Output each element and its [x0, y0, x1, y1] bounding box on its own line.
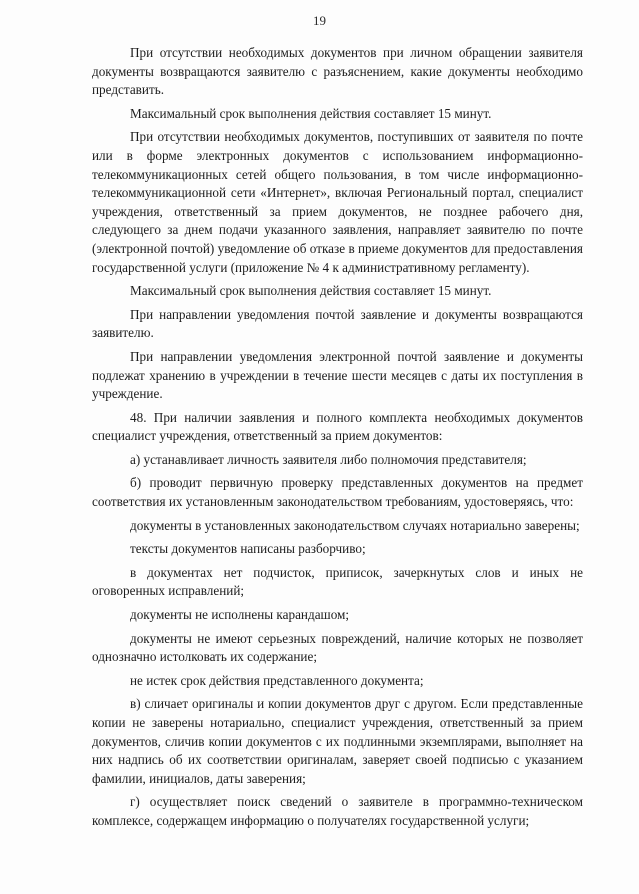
page-number: 19 [313, 13, 326, 28]
paragraph-max-time-1: Максимальный срок выполнения действия составляет 15 минут. [130, 105, 492, 121]
paragraph-item-a: а) устанавливает личность заявителя либо полномочия представителя; [130, 451, 527, 467]
paragraph-check-not-expired: не истек срок действия представленного документа; [130, 672, 424, 688]
document-body [92, 44, 583, 836]
paragraph-item-48: 48. При наличии заявления и полного комплекта необходимых документов специалист учреждения, ответственный за прием документов: [92, 409, 583, 444]
paragraph-check-no-damage: документы не имеют серьезных повреждений, наличие которых не позволяет однозначно истолковать их содержание; [92, 630, 583, 665]
paragraph-check-notarized: документы в установленных законодательством случаях нотариально заверены; [130, 517, 580, 533]
paragraph-item-v: в) сличает оригиналы и копии документов друг с другом. Если представленные копии не заверены нотариально, специалист учреждения, ответственный за прием документов, сличив копии документов с их подлинными экземплярами, выполняет на них надпись об их соответствии оригиналам, заверяет своей подписью с указанием фамилии, инициалов, даты заверения; [92, 696, 583, 786]
paragraph-max-time-2: Максимальный срок выполнения действия составляет 15 минут. [130, 283, 492, 299]
paragraph-email-notice: При направлении уведомления электронной почтой заявление и документы подлежат хранению в учреждении в течение шести месяцев с даты их поступления в учреждение. [92, 348, 583, 402]
paragraph-check-no-corrections: в документах нет подчисток, приписок, зачеркнутых слов и иных не оговоренных исправлений; [92, 564, 583, 599]
paragraph-mail-notice: При направлении уведомления почтой заявление и документы возвращаются заявителю. [92, 306, 583, 341]
paragraph-item-b: б) проводит первичную проверку представленных документов на предмет соответствия их установленным законодательством требованиям, удостоверяясь, что: [92, 475, 583, 510]
paragraph-item-g: г) осуществляет поиск сведений о заявителе в программно-техническом комплексе, содержащем информацию о получателях государственной услуги; [92, 794, 583, 828]
paragraph-missing-docs-personal: При отсутствии необходимых документов при личном обращении заявителя документы возвращаются заявителю с разъяснением, какие документы необходимо представить. [92, 45, 583, 98]
paragraph-check-legible: тексты документов написаны разборчиво; [130, 541, 366, 557]
paragraph-check-no-pencil: документы не исполнены карандашом; [130, 607, 350, 623]
paragraph-missing-docs-mail: При отсутствии необходимых документов, поступивших от заявителя по почте или в форме электронных документов с использованием информационно-телекоммуникационных сетей общего пользования, в том числе информационно-телекоммуникационной сети «Интернет», включая Региональный портал, специалист учреждения, ответственный за прием документов, не позднее рабочего дня, следующего за днем подачи указанного заявления, направляет заявителю по почте (электронной почтой) уведомление об отказе в приеме документов для предоставления государственной услуги (приложение № 4 к административному регламенту). [92, 129, 583, 275]
